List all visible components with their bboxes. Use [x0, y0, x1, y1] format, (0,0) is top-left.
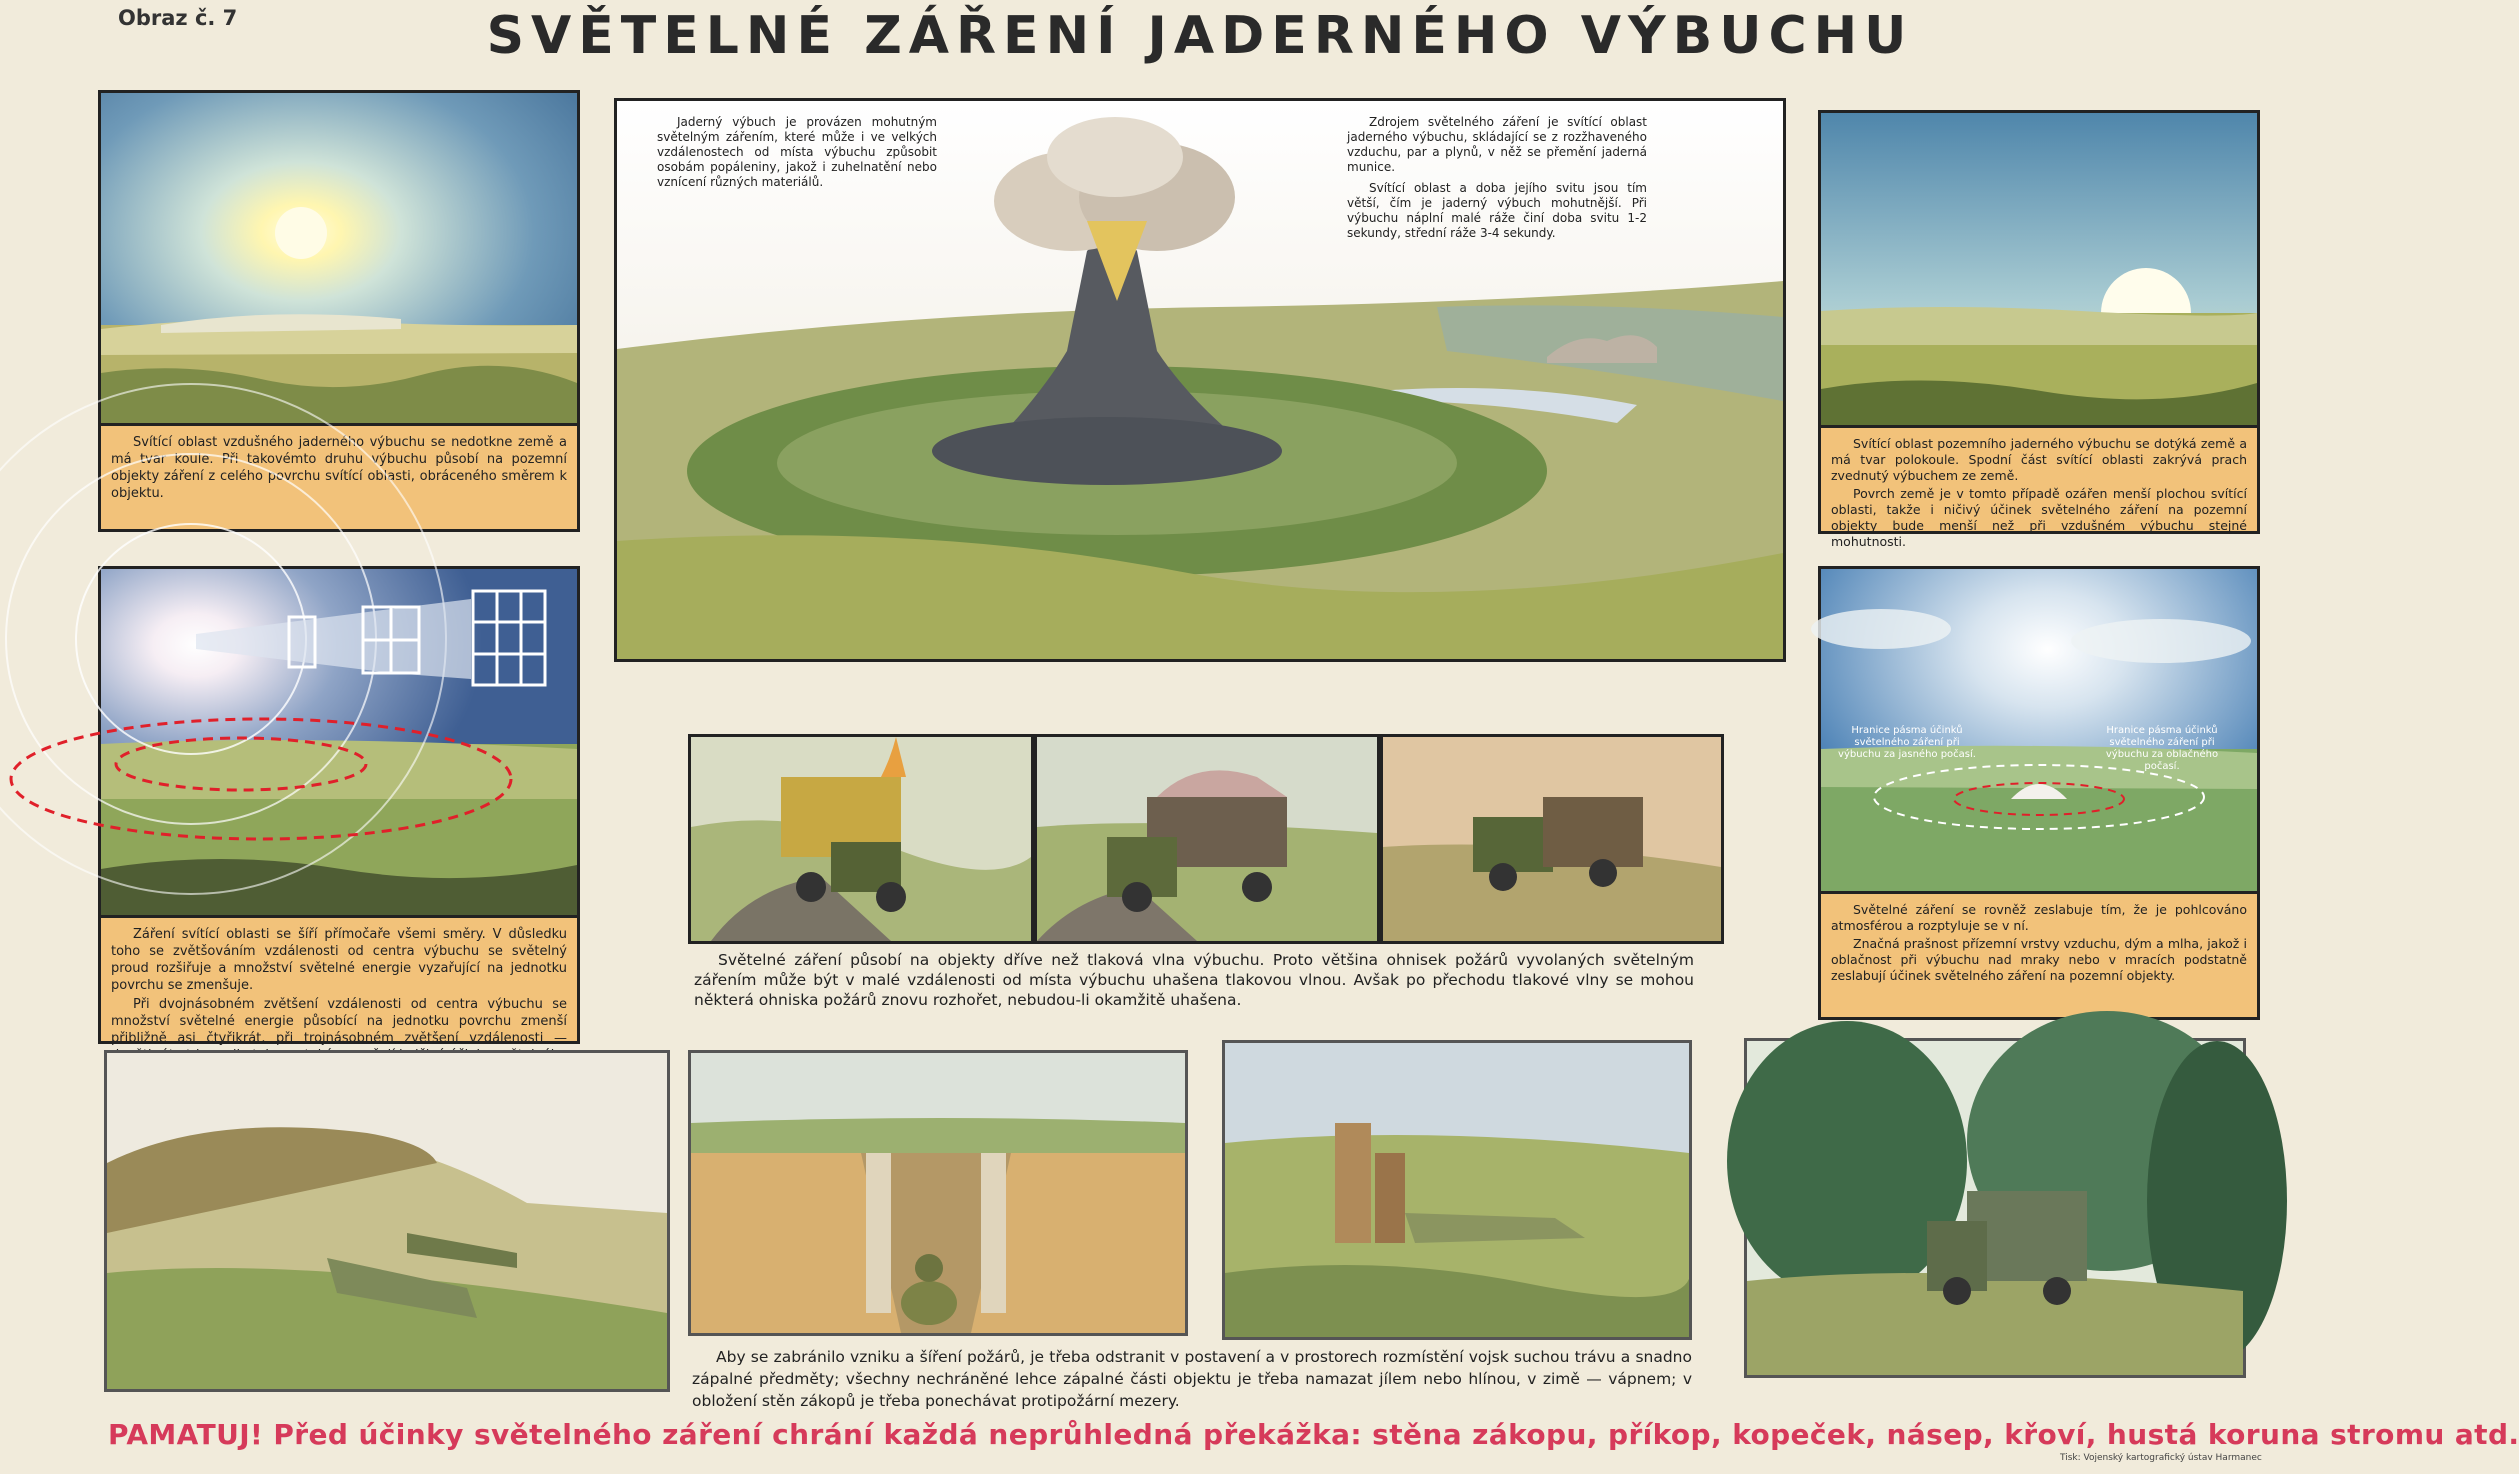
ground-burst-text-1: Svítící oblast pozemního jaderného výbuchu se dotýká země a má tvar polokoule. Spodní část svítící oblasti zakrývá prach zvednutý výbuchem ze země. — [1831, 436, 2247, 483]
remember-banner — [108, 1418, 2519, 1451]
air-burst-caption — [101, 423, 577, 529]
spreading-illustration — [101, 569, 577, 915]
atmosphere-caption — [1821, 891, 2257, 1017]
trench-illustration — [691, 1053, 1185, 1333]
remember-lead: PAMATUJ! — [108, 1418, 264, 1451]
remember-text: Před účinky světelného záření chrání každá neprůhledná překážka: stěna zákopu, příkop, kopeček, násep, křoví, hustá koruna stromu atd. — [263, 1418, 2519, 1451]
soldier-hillock-illustration — [107, 1053, 667, 1389]
poster-label: Obraz č. 7 — [118, 6, 238, 30]
soldier-stumps-panel — [1222, 1040, 1692, 1340]
soldier-stumps-illustration — [1225, 1043, 1689, 1337]
ground-burst-caption — [1821, 425, 2257, 549]
truck-firewood-illustration — [1037, 737, 1377, 941]
air-burst-text: Svítící oblast vzdušného jaderného výbuchu se nedotkne země a má tvar koule. Při takovémto druhu výbuchu působí na pozemní objekty záření z celého povrchu svítící oblasti, obráceného směrem k objektu. — [111, 435, 567, 501]
spreading-text-1: Záření svítící oblasti se šíří přímočaře všemi směry. V důsledku toho se zvětšováním vzdálenosti od centra výbuchu se světelný proud rozšiřuje a množství světelné energie vyzařující na jednotku povrchu se zmenšuje. — [111, 927, 567, 993]
truck-burning-illustration — [691, 737, 1031, 941]
center-right-text-2: Svítící oblast a doba jejího svitu jsou tím větší, čím je jaderný výbuch mohutnější. Při výbuchu náplní malé ráže činí doba svitu 1-2 sekundy, střední ráže 3-4 sekundy. — [1347, 181, 1647, 240]
truck-forest-panel — [1744, 1038, 2246, 1378]
spreading-panel — [98, 566, 580, 1044]
truck-cargo-panel — [1380, 734, 1724, 944]
center-right-text — [1347, 115, 1647, 247]
printer-credit: Tisk: Vojenský kartografický ústav Harmanec — [2060, 1453, 2262, 1463]
poster-title: SVĚTELNÉ ZÁŘENÍ JADERNÉHO VÝBUCHU — [486, 6, 1914, 66]
atmosphere-panel — [1818, 566, 2260, 1020]
ground-burst-illustration — [1821, 113, 2257, 425]
air-burst-panel — [98, 90, 580, 532]
bottom-text: Aby se zabránilo vzniku a šíření požárů, je třeba odstranit v postavení a v prostorech rozmístění vojsk suchou trávu a snadno zápalné předměty; všechny nechráněné lehce zápalné části objektu je třeba namazat jílem nebo hlínou, v zimě — vápnem; v obložení stěn zákopů je třeba ponechávat protipožární mezery. — [692, 1348, 1692, 1410]
atmosphere-text-1: Světelné záření se rovněž zeslabuje tím, že je pohlcováno atmosférou a rozptyluje se v ní. — [1831, 902, 2247, 933]
mushroom-cloud-panel — [614, 98, 1786, 662]
ground-burst-panel — [1818, 110, 2260, 549]
air-burst-illustration — [101, 93, 577, 423]
truck-firewood-panel — [1034, 734, 1380, 944]
cloudy-weather-label: Hranice pásma účinků světelného záření při výbuchu za oblačného počasí. — [2105, 725, 2219, 772]
trench-panel — [688, 1050, 1188, 1336]
ground-burst-text-2: Povrch země je v tomto případě ozářen menší plochou svítící oblasti, takže i ničivý účinek světelného záření na pozemní objekty bude menší než při vzdušném výbuchu stejné mohutnosti. — [1831, 486, 2247, 549]
clear-weather-label: Hranice pásma účinků světelného záření při výbuchu za jasného počasí. — [1838, 725, 1976, 760]
soldier-hillock-panel — [104, 1050, 670, 1392]
truck-cargo-illustration — [1383, 737, 1721, 941]
truck-burning-panel — [688, 734, 1034, 944]
spreading-text-2: Při dvojnásobném zvětšení vzdálenosti od centra výbuchu se množství světelné energie působící na jednotku povrchu zmenší přibližně asi čtyřikrát, při trojnásobném zvětšení vzdálenosti — — [111, 997, 567, 1046]
truck-text: Světelné záření působí na objekty dříve než tlaková vlna výbuchu. Proto většina ohnisek požárů vyvolaných světelným zářením může být v malé vzdálenosti od místa výbuchu uhašena tlakovou vlnou. Avšak po přechodu tlakové vlny se mohou některá ohniska požárů znovu rozhořet, nebudou-li okamžitě uhašena. — [694, 951, 1694, 1009]
center-left-text: Jaderný výbuch je provázen mohutným světelným zářením, které může i ve velkých vzdálenostech od místa výbuchu způsobit osobám popáleniny, jakož i zuhelnatění nebo vznícení různých materiálů. — [657, 115, 937, 189]
truck-forest-illustration — [1747, 1041, 2243, 1375]
spreading-caption — [101, 915, 577, 1046]
center-right-text-1: Zdrojem světelného záření je svítící oblast jaderného výbuchu, skládající se z rozžhaveného vzduchu, par a plynů, v něž se přemění jaderná munice. — [1347, 115, 1647, 174]
atmosphere-text-2: Značná prašnost přízemní vrstvy vzduchu, dým a mlha, jakož i oblačnost při výbuchu nad mraky nebo v mracích podstatně zeslabují účinek světelného záření na pozemní objekty. — [1831, 936, 2247, 983]
